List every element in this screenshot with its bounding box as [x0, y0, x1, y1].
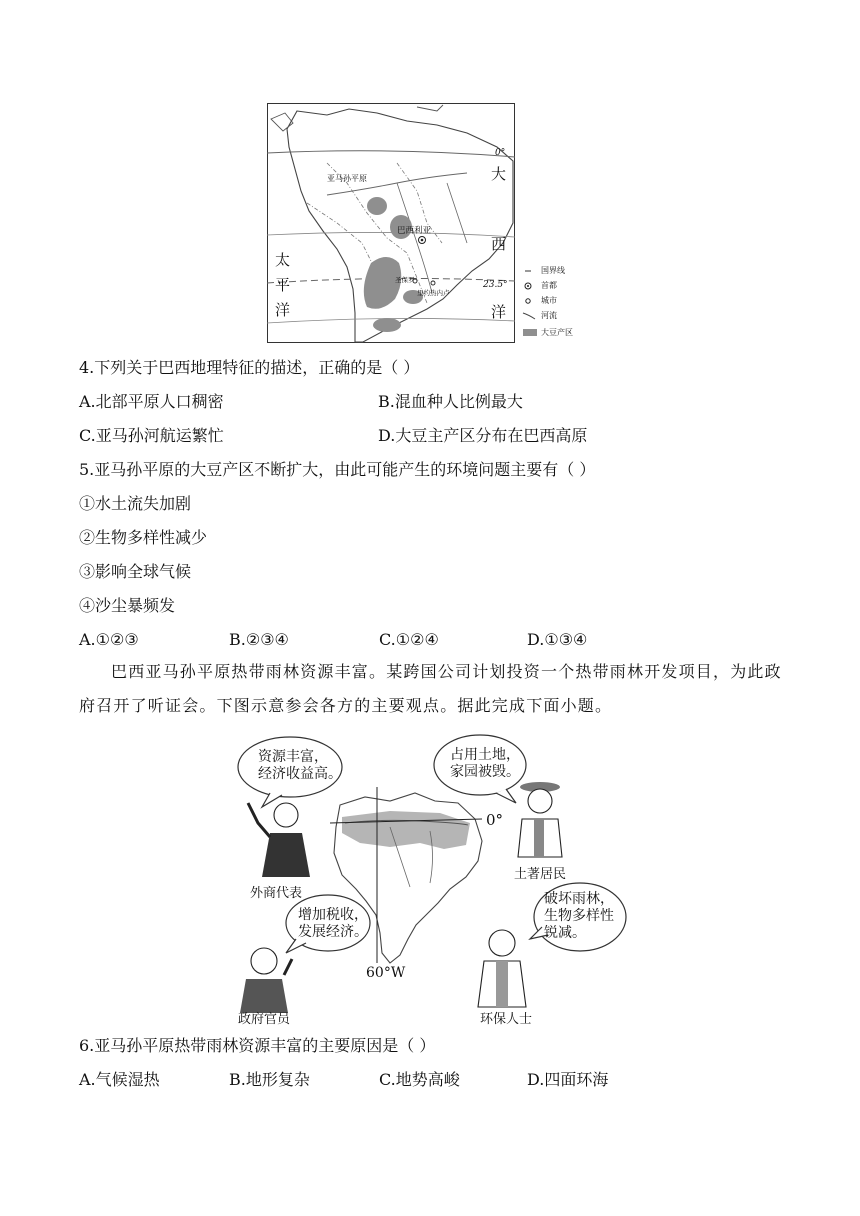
q6-option-a[interactable]: A.气候湿热 — [79, 1070, 160, 1089]
bubble-3-line-2: 发展经济。 — [298, 924, 368, 940]
map2-meridian-label: 60°W — [366, 965, 406, 981]
q4-option-c[interactable]: C.亚马孙河航运繁忙 — [79, 426, 224, 445]
map2-equator-label: 0° — [486, 811, 504, 829]
foreign-rep-figure — [248, 803, 310, 877]
bubble-1-line-1: 资源丰富， — [258, 749, 328, 765]
map1-city-label-1: 圣保罗 — [395, 276, 415, 284]
q5-item-2: ②生物多样性减少 — [79, 528, 208, 547]
bubble-4 — [544, 891, 614, 942]
q4-option-b[interactable]: B.混血种人比例最大 — [378, 392, 523, 411]
bubble-1-line-2: 经济收益高。 — [258, 766, 342, 782]
q6-stem: 6.亚马孙平原热带雨林资源丰富的主要原因是（ ） — [79, 1036, 436, 1055]
q6-option-d[interactable]: D.四面环海 — [527, 1070, 609, 1089]
hearing-illustration — [230, 727, 628, 1027]
legend-border: 国界线 — [541, 266, 565, 275]
q5-option-a[interactable]: A.①②③ — [79, 630, 139, 649]
q4-stem: 4.下列关于巴西地理特征的描述，正确的是（ ） — [79, 358, 420, 377]
bubble-2-line-1: 占用土地， — [450, 747, 520, 763]
legend-city: 城市 — [541, 296, 557, 305]
soybean-map-svg — [267, 103, 593, 343]
bubble-3-line-1: 增加税收， — [298, 907, 368, 923]
q5-option-b[interactable]: B.②③④ — [229, 630, 289, 649]
environmentalist-figure — [478, 930, 526, 1007]
legend-river: 河流 — [541, 311, 557, 320]
q5-item-3: ③影响全球气候 — [79, 562, 192, 581]
role-label-indigenous: 土著居民 — [514, 867, 567, 882]
south-america-soybean-map — [267, 103, 593, 343]
q6-option-b[interactable]: B.地形复杂 — [229, 1070, 310, 1089]
q4-option-a[interactable]: A.北部平原人口稠密 — [79, 392, 224, 411]
bubble-1 — [258, 749, 342, 783]
atlantic-label-3: 洋 — [491, 303, 507, 321]
indigenous-figure — [518, 782, 562, 857]
official-figure — [240, 948, 292, 1013]
bubble-4-line-1: 破坏雨林， — [544, 891, 614, 907]
bubble-2 — [450, 747, 520, 781]
q4-option-d[interactable]: D.大豆主产区分布在巴西高原 — [378, 426, 588, 445]
pacific-label-1: 太 — [275, 251, 291, 269]
map1-capital-label: 巴西利亚 — [397, 226, 432, 236]
atlantic-label-1: 大 — [491, 165, 507, 183]
bubble-4-line-3: 锐减。 — [544, 925, 586, 941]
q5-item-4: ④沙尘暴频发 — [79, 596, 176, 615]
bubble-3 — [298, 907, 368, 941]
bubble-2-line-2: 家园被毁。 — [450, 764, 520, 780]
q5-item-1: ①水土流失加剧 — [79, 494, 192, 513]
role-label-foreign-rep: 外商代表 — [250, 886, 303, 901]
pacific-label-3: 洋 — [275, 301, 291, 319]
map1-tropic-label: 23.5° — [483, 280, 508, 290]
map1-city-label-2: 里约热内卢 — [417, 289, 450, 297]
atlantic-label-2: 西 — [491, 235, 507, 253]
role-label-official: 政府官员 — [238, 1012, 291, 1027]
q5-option-d[interactable]: D.①③④ — [527, 630, 588, 649]
q6-option-c[interactable]: C.地势高峻 — [379, 1070, 460, 1089]
role-label-environmentalist: 环保人士 — [480, 1012, 533, 1027]
legend-soybean: 大豆产区 — [541, 328, 573, 337]
map1-plain-label: 亚马孙平原 — [327, 174, 367, 183]
pacific-label-2: 平 — [275, 276, 291, 294]
legend-capital: 首都 — [541, 281, 557, 290]
q5-stem: 5.亚马孙平原的大豆产区不断扩大，由此可能产生的环境问题主要有（ ） — [79, 460, 596, 479]
q5-option-c[interactable]: C.①②④ — [379, 630, 439, 649]
bubble-4-line-2: 生物多样性 — [544, 908, 614, 924]
passage-text: 巴西亚马孙平原热带雨林资源丰富。某跨国公司计划投资一个热带雨林开发项目，为此政府召开了听证会。下图示意参会各方的主要观点。据此完成下面小题。 — [79, 662, 782, 715]
map1-equator-label: 0° — [495, 148, 506, 158]
